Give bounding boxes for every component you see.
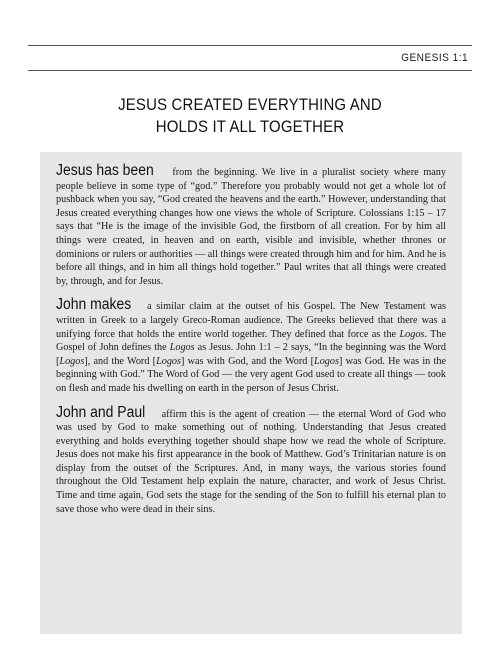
title-line-1: JESUS CREATED EVERYTHING AND: [118, 95, 382, 114]
paragraph-body: [56, 409, 446, 515]
italic-term: Logos: [156, 355, 181, 367]
paragraph-lead: John makes: [56, 296, 132, 314]
paragraph-body: [56, 167, 446, 287]
paragraph-2: [56, 298, 446, 395]
italic-term: Logos: [169, 342, 195, 354]
text-segment: ], and the Word [: [84, 355, 157, 367]
running-header: [28, 45, 472, 71]
page-title: [28, 94, 472, 138]
text-segment: a similar claim at the outset of his Gospel. The New Testament was written in Greek to a largely Greco-Roman audience. The Greeks believed that there was a unifying force that holds the entire world together. They defined that force as the: [56, 301, 446, 340]
title-line-2: HOLDS IT ALL TOGETHER: [155, 117, 345, 136]
text-segment: affirm this is the agent of creation — the eternal Word of God who was used by God to make something out of nothing. Understanding that Jesus created everything and holds everything together should shape how we read the whole of Scripture. Jesus does not make his first appearance in the book of Matthew. God’s Trinitarian nature is on display from the outset of the Scriptures. And, in many ways, the various stories found throughout the Old Testament help explain the nature, character, and work of Jesus Christ. Time and time again, God sets the stage for the sending of the Son to fulfill his eternal plan to save those who were dead in their sins.: [56, 408, 446, 515]
text-segment: from the beginning. We live in a pluralist society where many people believe in some type of “god.” Therefore you probably would not get a whole lot of pushback when you say, “God created the heavens and the earth.” However, understanding that Jesus created everything changes how one views the whole of Scripture. Colossians 1:15 – 17 says that “He is the image of the invisible God, the firstborn of all creation. For by him all things were created, in heaven and on earth, visible and invisible, whether thrones or dominions or rulers or authorities — all things were created through him and for him. And he is before all things, and in him all things hold together.” Paul writes that all things were created by, through, and for Jesus.: [56, 167, 446, 287]
text-segment: ] was with God, and the Word [: [181, 355, 315, 367]
content-box: [40, 152, 462, 634]
paragraph-lead: John and Paul: [56, 403, 146, 421]
paragraph-1: [56, 164, 446, 288]
italic-term: Logos: [399, 328, 425, 340]
scripture-reference: GENESIS 1:1: [401, 52, 469, 64]
paragraph-body: [56, 301, 446, 394]
paragraph-3: [56, 403, 446, 517]
text-segment: as Jesus. John 1:1 – 2 says, “In the beginning was the Word [: [56, 342, 446, 367]
italic-term: Logos: [314, 355, 339, 367]
paragraph-lead: Jesus has been: [56, 162, 154, 179]
italic-term: Logos: [59, 355, 85, 367]
text-segment: ] was God. He was in the beginning with God.” The Word of God — the very agent God used to create all things — took on flesh and made his dwelling on earth in the person of Jesus Christ.: [56, 355, 446, 394]
text-segment: . The Gospel of John defines the: [56, 328, 446, 354]
